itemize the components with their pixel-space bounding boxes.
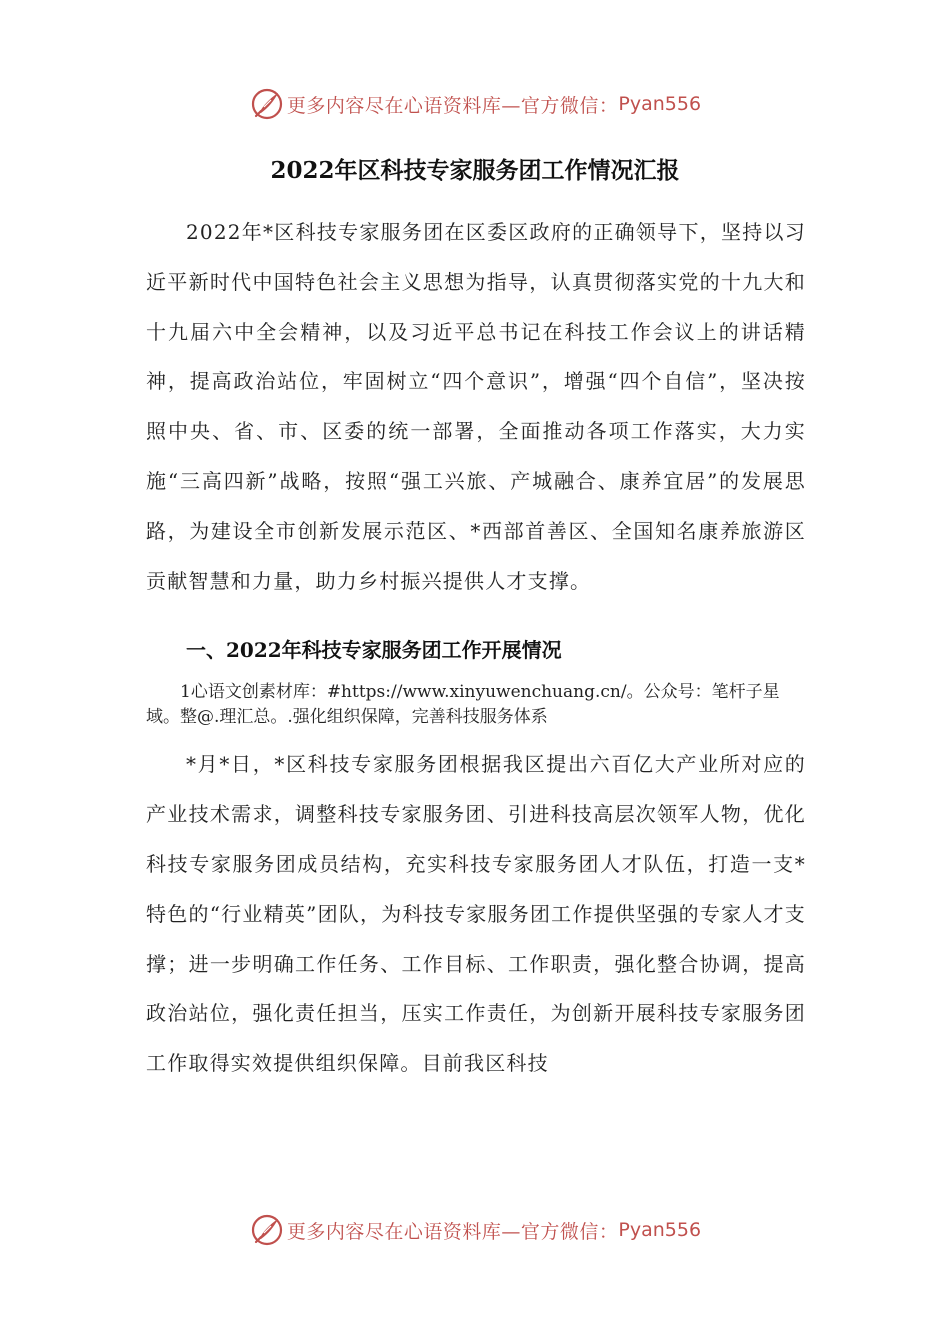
section-heading-1: 一、2022年科技专家服务团工作开展情况: [186, 638, 562, 663]
intro-paragraph: 2022年*区科技专家服务团在区委区政府的正确领导下，坚持以习近平新时代中国特色社会主义思想为指导，认真贯彻落实党的十九大和十九届六中全会精神，以及习近平总书记在科技工作会议上的讲话精神，提高政治站位，牢固树立“四个意识”，增强“四个自信”，坚决按照中央、省、市、区委的统一部署，全面推动各项工作落实，大力实施“三高四新”战略，按照“强工兴旅、产城融合、康养宜居”的发展思路，为建设全市创新发展示范区、*西部首善区、全国知名康养旅游区贡献智慧和力量，助力乡村振兴提供人才支撑。: [146, 220, 806, 593]
document-title: 2022年区科技专家服务团工作情况汇报: [270, 157, 680, 184]
footer-watermark-banner: [0, 1210, 950, 1250]
header-watermark-banner: [0, 84, 950, 124]
banner-text: 更多内容尽在心语资料库—官方微信：: [286, 1220, 619, 1243]
quill-pen-logo-icon: [249, 1212, 285, 1248]
document-body: [146, 208, 806, 1089]
banner-wechat-id: Pyan556: [618, 93, 702, 115]
banner-wechat-id: Pyan556: [618, 1219, 702, 1241]
quill-pen-logo-icon: [249, 86, 285, 122]
body-paragraph: *月*日，*区科技专家服务团根据我区提出六百亿大产业所对应的产业技术需求，调整科技专家服务团、引进科技高层次领军人物，优化科技专家服务团成员结构，充实科技专家服务团人才队伍，打造一支*特色的“行业精英”团队，为科技专家服务团工作提供坚强的专家人才支撑；进一步明确工作任务、工作目标、工作职责，强化整合协调，提高政治站位，强化责任担当，压实工作责任，为创新开展科技专家服务团工作取得实效提供组织保障。目前我区科技: [146, 752, 806, 1076]
subsection-note: 1心语文创素材库：#https://www.xinyuwenchuang.cn/。公众号：笔杆子星域。整@.理汇总。.强化组织保障，完善科技服务体系: [146, 682, 780, 728]
banner-text: 更多内容尽在心语资料库—官方微信：: [286, 94, 619, 117]
